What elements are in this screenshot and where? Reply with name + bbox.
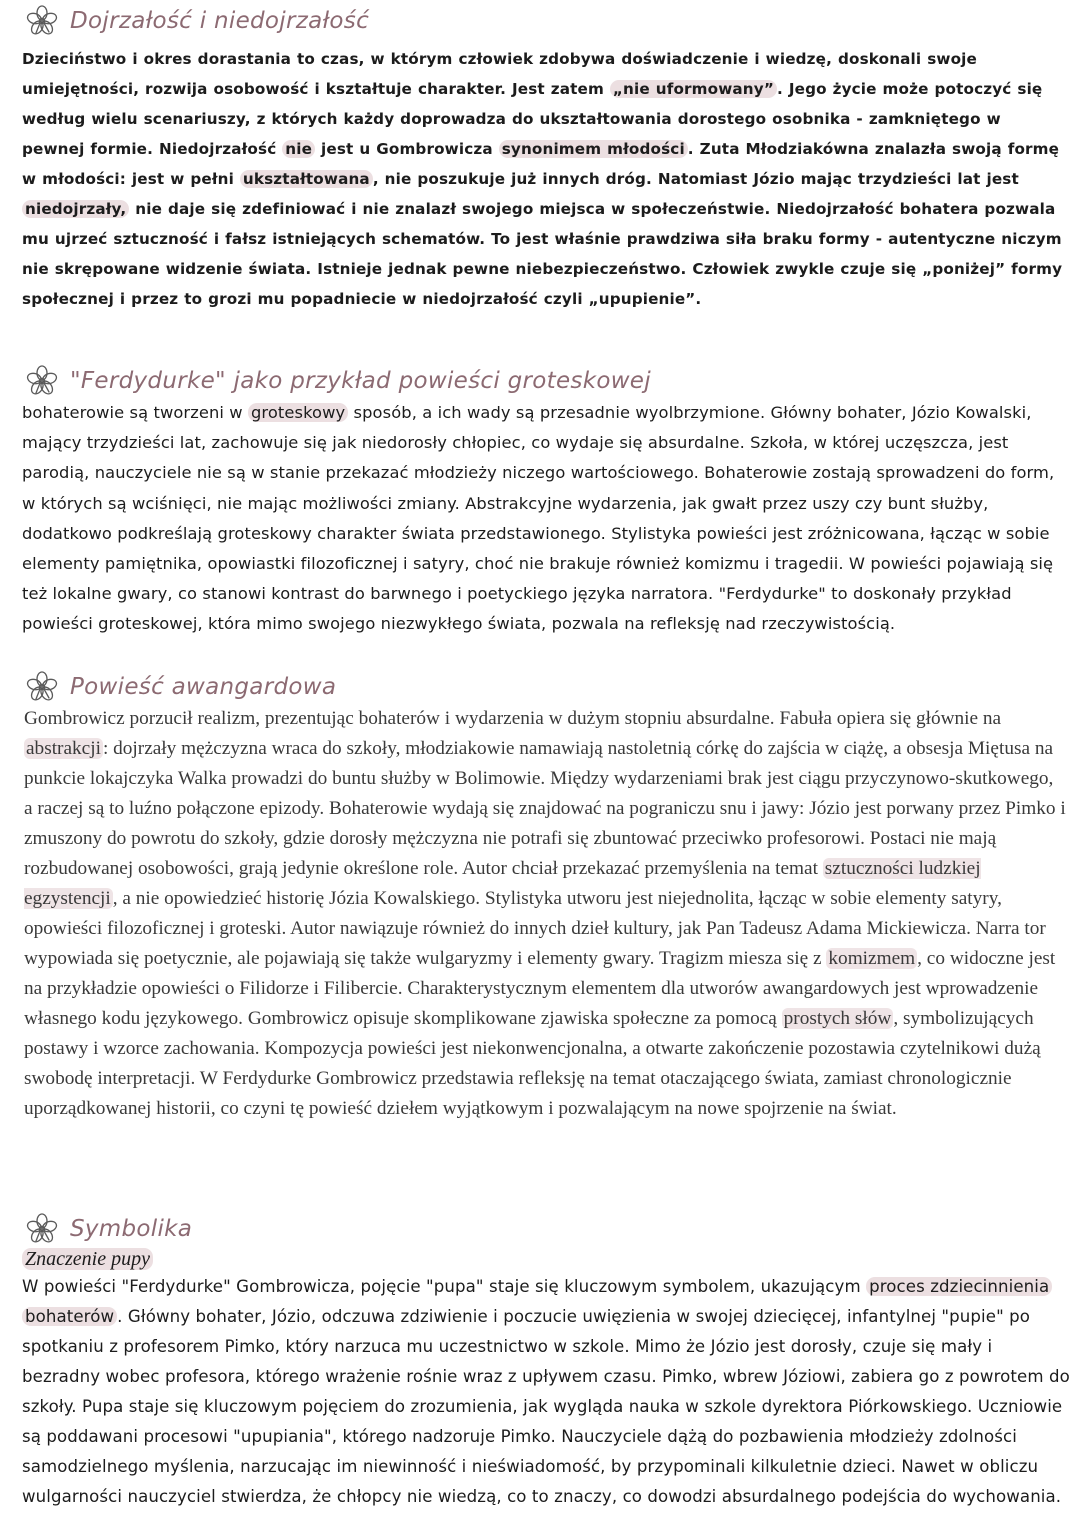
text-run: jest u Gombrowicza — [315, 140, 499, 158]
section-symbolika — [22, 1212, 1074, 1512]
section-heading — [22, 364, 1066, 398]
text-run: : dojrzały mężczyzna wraca do szkoły, młodziakowie namawiają nastoletnią córkę do zajścia w ciążę, a obsesja Miętusa na punkcie lokajczyka Walka prowadzi do buntu służby w Bolimowie. Między wydarzeniami brak jest ciągu przyczynowo-skutkowego, a raczej są to luźno połączone epizody. Bohaterowie wydają się znajdować na pograniczu snu i jawy: Józio jest porwany przez Pimko i zmuszony do powrotu do szkoły, gdzie dorosły mężczyzna nie potrafi się zbuntować przeciwko profesorowi. Postaci nie mają rozbudowanej osobowości, grają jedynie określone role. Autor chciał przekazać przemyślenia na temat — [24, 738, 1066, 879]
text-run: Dzieciństwo i okres dorastania to czas, w którym człowiek zdobywa doświadczenie i wiedzę, doskonali swoje umiejętności, rozwija osobowość i kształtuje charakter. Jest zatem — [22, 50, 977, 98]
text-run: , symbolizujących postawy i wzorce zachowania. Kompozycja powieści jest niekonwencjonalna, a otwarte zakończenie pozostawia czytelnikowi dużą swobodę interpretacji. W Ferdydurke Gombrowicz przedstawia refleksję na temat otaczającego świata, zamiast chronologicznie uporządkowanej historii, co czyni tę powieść dziełem wyjątkowym i pozwalającym na nowe spojrzenie na świat. — [24, 1008, 1041, 1119]
text-run: W powieści "Ferdydurke" Gombrowicza, pojęcie "pupa" staje się kluczowym symbolem, ukazującym — [22, 1277, 867, 1296]
text-run: , co widoczne jest na przykładzie opowieści o Filidorze i Filibercie. Charakterystycznym elementem dla utworów awangardowych jest wprowadzenie własnego kodu językowego. Gombrowicz opisuje skomplikowane zjawiska społeczne za pomocą — [24, 948, 1056, 1029]
section-subtitle — [22, 1246, 1074, 1272]
section-title: Symbolika — [70, 1216, 193, 1242]
section-body — [22, 398, 1066, 640]
text-run: bohaterowie są tworzeni w — [22, 403, 248, 422]
highlighted-phrase: „nie uformowany” — [610, 80, 777, 98]
text-run: sposób, a ich wady są przesadnie wyolbrzymione. Główny bohater, Józio Kowalski, mający trzydzieści lat, zachowuje się jak niedorosły chłopiec, co wydaje się absurdalne. Szkoła, w której uczęszcza, jest parodią, nauczyciele nie są w stanie przekazać młodzieży niczego wartościowego. Bohaterowie zostają sprowadzeni do form, w których są wciśnięci, nie mając możliwości zmiany. Abstrakcyjne wydarzenia, jak gwałt przez uszy czy bunt służby, dodatkowo podkreślają groteskowy charakter świata przedstawionego. Stylistyka powieści jest zróżnicowana, łącząc w sobie elementy pamiętnika, opowiastki filozoficznej i satyry, choć nie brakuje również komizmu i tragedii. W powieści pojawiają się też lokalne gwary, co stanowi kontrast do barwnego i poetyckiego języka narratora. "Ferdydurke" to doskonały przykład powieści groteskowej, która mimo swojego niezwykłego świata, pozwala na refleksję nad rzeczywistością. — [22, 403, 1055, 634]
highlighted-phrase: prostych słów — [783, 1008, 892, 1029]
flower-icon — [22, 1213, 62, 1245]
section-heading — [22, 4, 1066, 38]
section-body — [22, 704, 1066, 1124]
section-title: Dojrzałość i niedojrzałość — [70, 8, 370, 34]
highlighted-phrase: synonimem młodości — [499, 140, 688, 158]
section-heading — [22, 1212, 1074, 1246]
subtitle-text: Znaczenie pupy — [22, 1248, 153, 1270]
section-body — [22, 1272, 1074, 1512]
text-run: . Jego życie może potoczyć się według wielu scenariuszy, z których każdy doprowadza do ukształtowania dorostego osobnika - zamkniętego w pewnej formie. Niedojrzałość — [22, 80, 1043, 158]
section-body — [22, 38, 1066, 314]
text-run: , a nie opowiedzieć historię Józia Kowalskiego. Stylistyka utworu jest niejednolita, łącząc w sobie elementy satyry, opowieści filozoficznej i groteski. Autor nawiązuje również do innych dzieł kultury, jak Pan Tadeusz Adama Mickiewicza. Narra tor wypowiada się poetycznie, ale pojawiają się także wulgaryzmy i elementy gwary. Tragizm miesza się z — [24, 888, 1046, 969]
text-run: Gombrowicz porzucił realizm, prezentując bohaterów i wydarzenia w dużym stopniu absurdalne. Fabuła opiera się głównie na — [24, 708, 1002, 729]
highlighted-phrase: ukształtowana — [240, 170, 373, 188]
highlighted-phrase: groteskowy — [248, 403, 348, 422]
flower-icon — [22, 365, 62, 397]
highlighted-phrase: sztuczności ludzkiej egzystencji — [24, 858, 981, 909]
highlighted-phrase: proces zdziecinnienia bohaterów — [22, 1277, 1052, 1326]
text-run: , nie poszukuje już innych dróg. Natomiast Józio mając trzydzieści lat jest — [372, 170, 1019, 188]
highlighted-phrase: abstrakcji — [26, 738, 101, 759]
section-dojrzalosc — [22, 4, 1066, 314]
section-groteska — [22, 364, 1066, 640]
highlighted-phrase: niedojrzały, — [22, 200, 129, 218]
text-run: nie daje się zdefiniować i nie znalazł swojego miejsca w społeczeństwie. Niedojrzałość bohatera pozwala mu ujrzeć sztuczność i fałsz istniejących schematów. To jest właśnie prawdziwa siła braku formy - autentyczne niczym nie skrępowane widzenie świata. Istnieje jednak pewne niebezpieczeństwo. Człowiek zwykle czuje się „poniżej” formy społecznej i przez to grozi mu popadniecie w niedojrzałość czyli „upupienie”. — [22, 200, 1063, 308]
flower-icon — [22, 5, 62, 37]
section-awangarda — [22, 670, 1066, 1124]
section-heading — [22, 670, 1066, 704]
flower-icon — [22, 671, 62, 703]
text-run: . Główny bohater, Józio, odczuwa zdziwienie i poczucie uwięzienia w swojej dziecięcej, infantylnej "pupie" po spotkaniu z profesorem Pimko, który narzuca mu uczestnictwo w szkole. Mimo że Józio jest dorosły, czuje się mały i bezradny wobec profesora, którego wrażenie rośnie wraz z upływem czasu. Pimko, wbrew Józiowi, zabiera go z powrotem do szkoły. Pupa staje się kluczowym pojęciem do zrozumienia, jak wygląda nauka w szkole dyrektora Piórkowskiego. Uczniowie są poddawani procesowi "upupiania", którego nadzoruje Pimko. Nauczyciele dążą do pozbawienia młodzieży zdolności samodzielnego myślenia, narzucając im niewinność i nieświadomość, by przypominali kilkuletnie dzieci. Nawet w obliczu wulgarności nauczyciel stwierdza, że chłopcy nie wiedzą, co to znaczy, co dowodzi absurdalnego podejścia do wychowania. — [22, 1307, 1070, 1506]
section-title: "Ferdydurke" jako przykład powieści groteskowej — [70, 368, 651, 394]
text-run: . Zuta Młodziakówna znalazła swoją formę w młodości: jest w pełni — [22, 140, 1060, 188]
section-title: Powieść awangardowa — [70, 674, 337, 700]
highlighted-phrase: nie — [282, 140, 315, 158]
highlighted-phrase: komizmem — [828, 948, 916, 969]
